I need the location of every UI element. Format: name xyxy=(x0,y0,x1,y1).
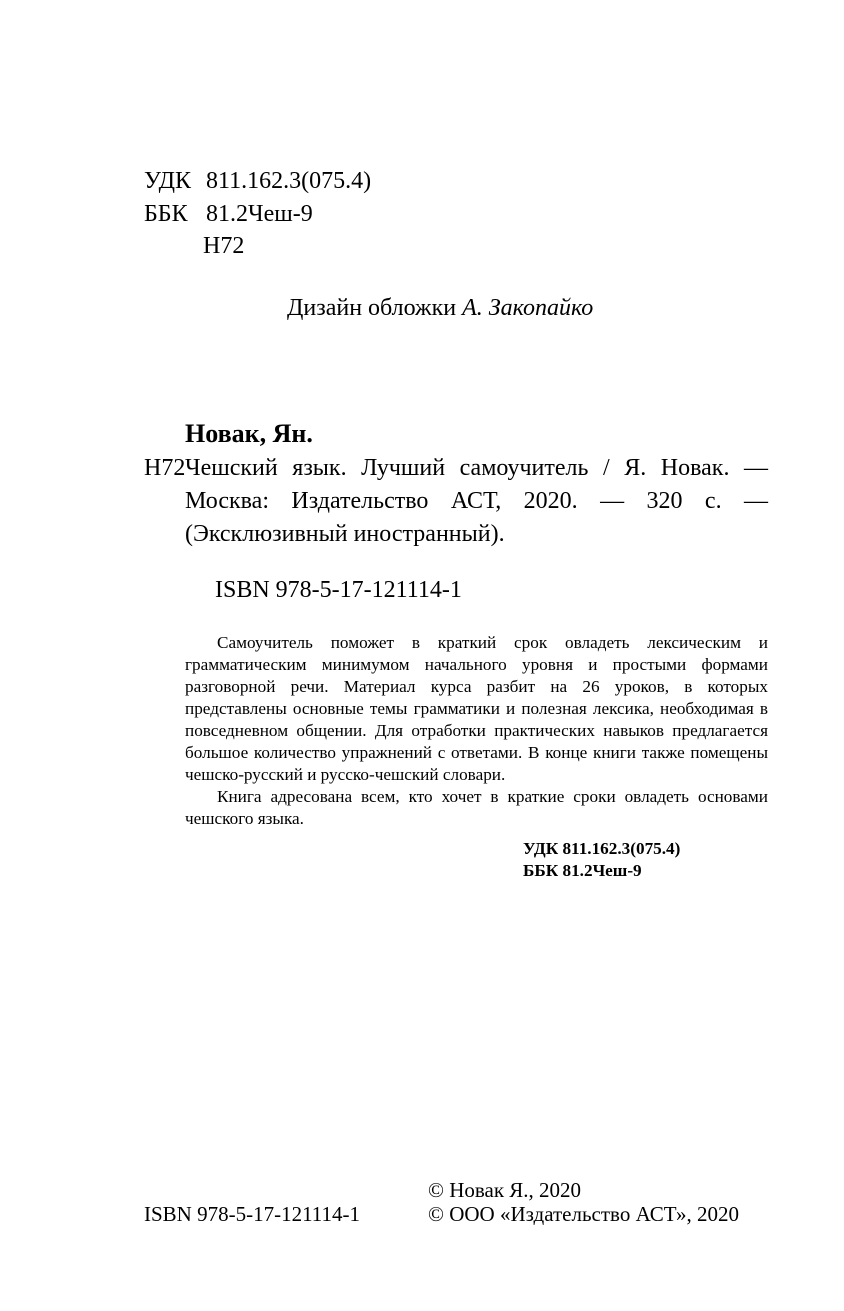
udk-row xyxy=(144,166,371,196)
biblio-line-3: (Эксклюзивный иностранный). xyxy=(185,521,505,547)
author-sign: Н72 xyxy=(144,455,186,481)
biblio-line-2: Москва: Издательство АСТ, 2020. — 320 с. — xyxy=(185,488,768,514)
author-sign-top xyxy=(203,231,244,261)
isbn-record: ISBN 978-5-17-121114-1 xyxy=(215,577,462,603)
abstract-paragraph-1: Самоучитель поможет в краткий срок овладеть лексическим и грамматическим минимумом начального уровня и простыми формами разговорной речи. Материал курса разбит на 26 уроков, в которых представлены основные темы грамматики и полезная лексика, необходимая в повседневном общении. Для отработки практических навыков предлагается большое количество упражнений с ответами. В конце книги также помещены чешско-русский и русско-чешский словари. xyxy=(185,633,768,784)
bbk-row xyxy=(144,199,313,229)
copyright-author: © Новак Я., 2020 xyxy=(428,1178,582,1202)
cover-design-credit xyxy=(287,293,593,323)
abstract xyxy=(185,632,768,830)
abstract-paragraph-2: Книга адресована всем, кто хочет в краткие сроки овладеть основами чешского языка. xyxy=(185,787,768,828)
cover-design-label: Дизайн обложки xyxy=(287,295,457,321)
author-heading: Новак, Ян. xyxy=(185,419,313,448)
udk-label: УДК xyxy=(144,168,191,194)
bbk-label: ББК xyxy=(144,201,188,227)
copyright-publisher: © ООО «Издательство АСТ», 2020 xyxy=(428,1202,739,1226)
abstract-udk: УДК 811.162.3(075.4) xyxy=(523,839,681,858)
footer-isbn: ISBN 978-5-17-121114-1 xyxy=(144,1202,361,1226)
udk-value: 811.162.3(075.4) xyxy=(206,168,372,194)
cover-designer-name: А. Закопайко xyxy=(462,295,594,321)
abstract-bbk: ББК 81.2Чеш-9 xyxy=(523,861,642,880)
bbk-value: 81.2Чеш-9 xyxy=(206,201,313,227)
author-sign-value: Н72 xyxy=(203,233,245,259)
biblio-line-1: Чешский язык. Лучший самоучитель / Я. Новак. — xyxy=(185,455,768,481)
